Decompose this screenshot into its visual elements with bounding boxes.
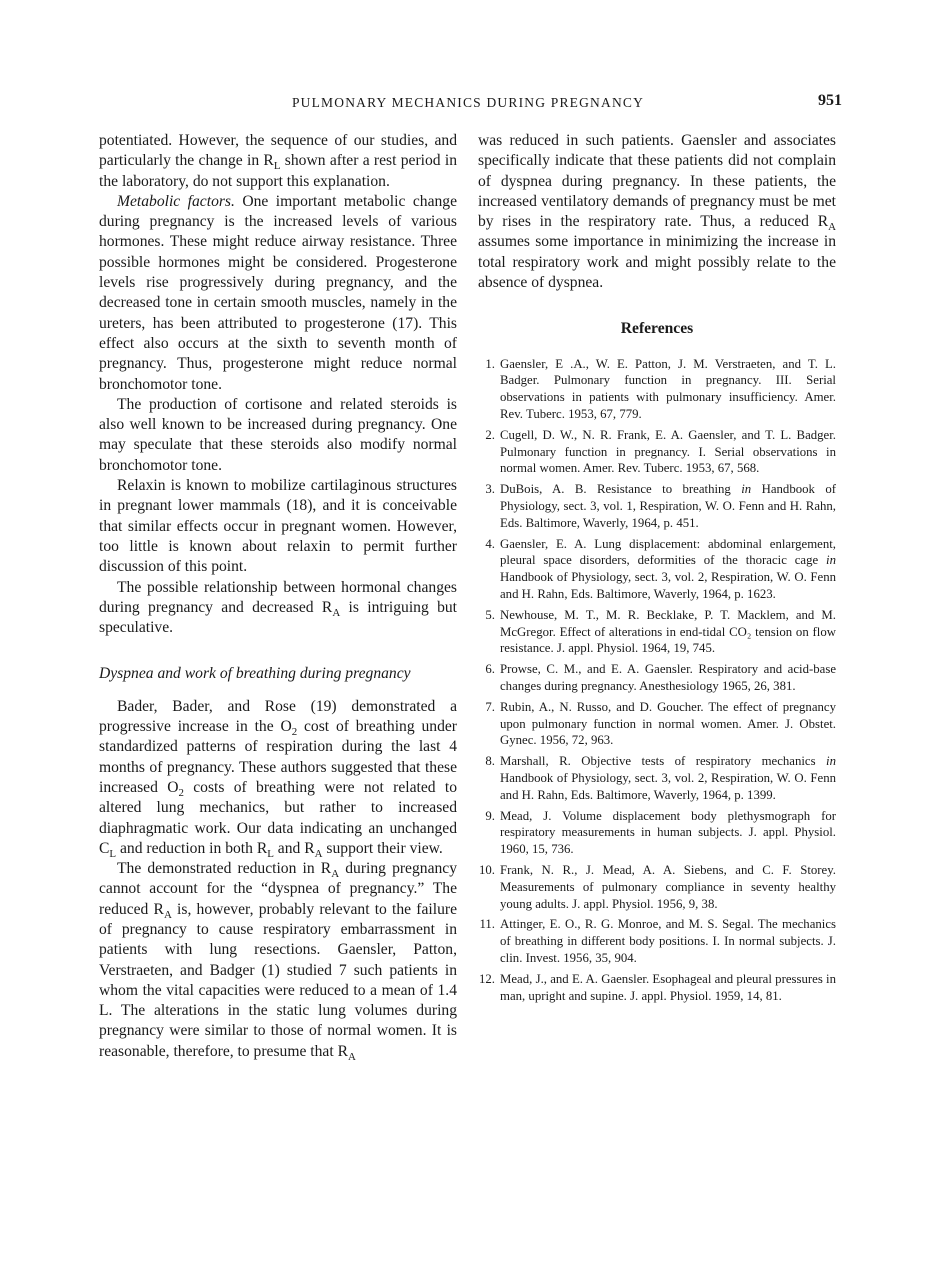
inline-heading: Metabolic factors. (117, 192, 235, 210)
references-heading: References (620, 320, 694, 338)
running-title: PULMONARY MECHANICS DURING PREGNANCY (291, 95, 645, 110)
paragraph: was reduced in such patients. Gaensler and associates specifically indicate that these patients did not complain of dyspnea during pregnancy. In these patients, the increased ventilatory demands of pregnancy must be met by rises in the respiratory rate. Thus, a reduced $R_A$ assumes some importance in minimizing the increase in total respiratory work and might possibly relate to the absence of dyspnea. (478, 132, 836, 292)
paragraph: The demonstrated reduction in $R_A$ during pregnancy cannot account for the “dyspnea of pregnancy.” The reduced $R_A$ is, however, probably relevant to the failure of pregnancy to cause respiratory embarrassment in patients with lung resections. Gaensler, Patton, Verstraeten, and Badger (1) studied 7 such patients in whom the vital capacities were reduced to a mean of 1.4 L. The alterations in the static lung volumes during pregnancy were similar to those of normal women. It is reasonable, therefore, to presume that $R_A$ (99, 860, 458, 1063)
paragraph-metabolic-factors: Metabolic factors. One important metabolic change during pregnancy is the increased levels of various hormones. These might reduce airway resistance. Three possible hormones might be considered. Progesterone levels rise progressively during pregnancy, and the decreased tone in certain smooth muscles, namely in the ureters, has been attributed to progesterone (17). This effect also occurs at the sixth to seventh month of pregnancy. Thus, progesterone might reduce normal bronchomotor tone. (99, 192, 457, 393)
section-heading: Dyspnea and work of breathing during pregnancy (99, 665, 411, 683)
reference-item: 8. Marshall, R. Objective tests of respiratory mechanics in Handbook of Physiology, sect. 3, vol. 2, Respiration, W. O. Fenn and H. Rahn, Eds. Baltimore, Waverly, 1964, p. 1399. (485, 754, 836, 802)
reference-item: 10. Frank, N. R., J. Mead, A. A. Siebens, and C. F. Storey. Measurements of pulmonary compliance in seventy healthy young adults. J. appl. Physiol. 1956, 9, 38. (479, 862, 836, 911)
reference-list (478, 356, 836, 1005)
page-number: 951 (818, 92, 842, 109)
left-column (99, 131, 457, 1062)
right-column (478, 131, 836, 1008)
reference-item: 1. Gaensler, E .A., W. E. Patton, J. M. Verstraeten, and T. L. Badger. Pulmonary function in pregnancy. III. Serial observations in patients with pulmonary insufficiency. Amer. Rev. Tuberc. 1953, 67, 779. (485, 356, 836, 422)
paragraph: Bader, Bader, and Rose (19) demonstrated a progressive increase in the $O_2$ cost of breathing under standardized patterns of respiration during the last 4 months of pregnancy. These authors suggested that these increased $O_2$ costs of breathing were not related to altered lung mechanics, but rather to increased diaphragmatic work. Our data indicating an unchanged $C_L$ and reduction in both $R_L$ and $R_A$ support their view. (99, 697, 457, 860)
paragraph: Relaxin is known to mobilize cartilaginous structures in pregnant lower mammals (18), and it is conceivable that similar effects occur in pregnant women. However, too little is known about relaxin to permit further discussion of this point. (99, 477, 457, 576)
reference-item: 2. Cugell, D. W., N. R. Frank, E. A. Gaensler, and T. L. Badger. Pulmonary function in pregnancy. I. Serial observations in normal women. Amer. Rev. Tuberc. 1953, 67, 568. (485, 427, 836, 476)
reference-item: 7. Rubin, A., N. Russo, and D. Goucher. The effect of pregnancy upon pulmonary function in normal women. Amer. J. Obstet. Gynec. 1956, 72, 963. (485, 699, 836, 748)
paragraph: The possible relationship between hormonal changes during pregnancy and decreased $R_A$ is intriguing but speculative. (99, 578, 457, 637)
reference-item: 12. Mead, J., and E. A. Gaensler. Esophageal and pleural pressures in man, upright and supine. J. appl. Physiol. 1959, 14, 81. (479, 971, 836, 1003)
reference-item: 5. Newhouse, M. T., M. R. Becklake, P. T. Macklem, and M. McGregor. Effect of alterations in end-tidal CO₂ tension on flow resistance. J. appl. Physiol. 1964, 19, 745. (485, 607, 836, 656)
reference-item: 4. Gaensler, E. A. Lung displacement: abdominal enlargement, pleural space disorders, deformities of the thoracic cage in Handbook of Physiology, sect. 3, vol. 2, Respiration, W. O. Fenn and H. Rahn, Eds. Baltimore, Waverly, 1964, p. 1623. (485, 536, 836, 602)
reference-item: 3. DuBois, A. B. Resistance to breathing in Handbook of Physiology, sect. 3, vol. 1, Respiration, W. O. Fenn and H. Rahn, Eds. Baltimore, Waverly, 1964, p. 451. (485, 482, 836, 530)
reference-item: 6. Prowse, C. M., and E. A. Gaensler. Respiratory and acid-base changes during pregnancy. Anesthesiology 1965, 26, 381. (485, 662, 836, 694)
reference-item: 9. Mead, J. Volume displacement body plethysmograph for respiratory measurements in human subjects. J. appl. Physiol. 1960, 15, 736. (485, 808, 836, 857)
reference-item: 11. Attinger, E. O., R. G. Monroe, and M. S. Segal. The mechanics of breathing in different body positions. I. In normal subjects. J. clin. Invest. 1956, 35, 904. (479, 917, 836, 965)
paragraph: potentiated. However, the sequence of our studies, and particularly the change in $R_L$ shown after a rest period in the laboratory, do not support this explanation. (99, 132, 458, 190)
paragraph: The production of cortisone and related steroids is also well known to be increased during pregnancy. One may speculate that these steroids also modify normal bronchomotor tone. (99, 395, 457, 474)
